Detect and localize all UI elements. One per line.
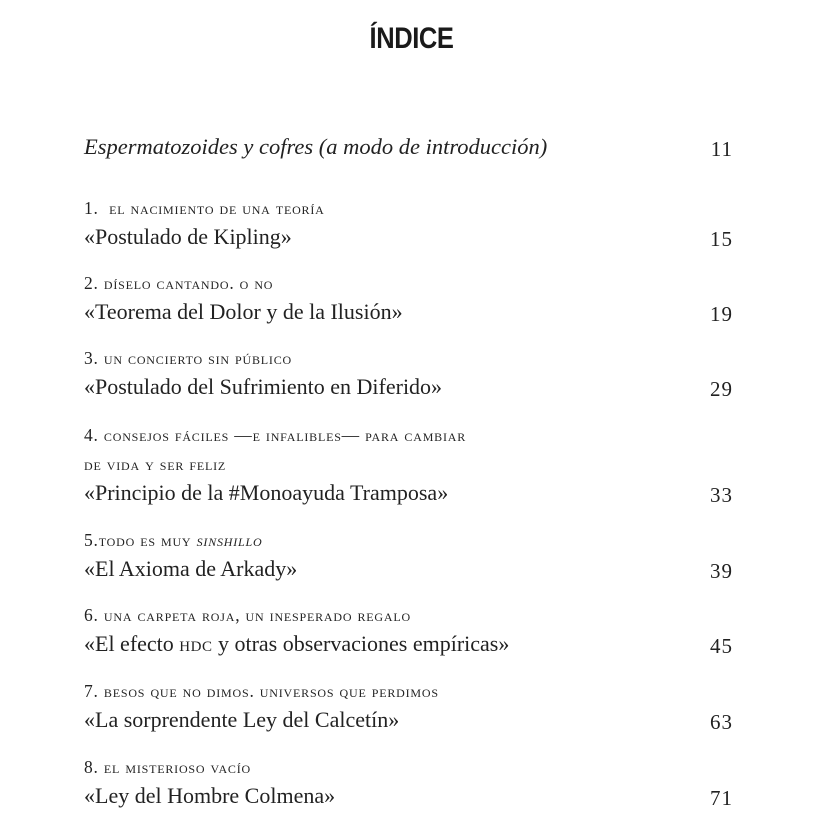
- chapter-heading-text: todo es muy: [98, 530, 192, 550]
- page-number: 15: [710, 227, 733, 251]
- chapter-number: 3.: [84, 348, 99, 368]
- chapter-number: 4.: [84, 425, 99, 445]
- chapter-subtitle: «Principio de la #Monoayuda Tramposa»: [84, 480, 449, 505]
- chapter-heading-text: una carpeta roja, un inesperado regalo: [103, 605, 411, 625]
- chapter-heading: [84, 530, 262, 551]
- chapter-subtitle: [84, 631, 509, 657]
- chapter-subtitle: «Postulado del Sufrimiento en Diferido»: [84, 374, 443, 399]
- page-number: 33: [710, 483, 733, 507]
- page-number: 45: [710, 634, 733, 658]
- chapter-heading-text: un concierto sin público: [103, 348, 292, 368]
- chapter-heading: [84, 425, 466, 446]
- subtitle-part: «El efecto: [84, 631, 174, 656]
- chapter-heading-text: díselo cantando. o no: [103, 273, 274, 293]
- subtitle-part: y otras observaciones empíricas»: [217, 631, 510, 656]
- chapter-heading: [84, 348, 292, 369]
- chapter-number: 5.: [84, 530, 99, 550]
- chapter-number: 2.: [84, 273, 99, 293]
- intro-title: Espermatozoides y cofres (a modo de introducción): [84, 134, 548, 159]
- chapter-heading-line-2: de vida y ser feliz: [84, 454, 227, 474]
- chapter-number: 1.: [84, 198, 99, 218]
- page-number: 71: [710, 786, 733, 810]
- chapter-subtitle: «Ley del Hombre Colmena»: [84, 783, 336, 808]
- chapter-heading-text: el nacimiento de una teoría: [109, 198, 325, 218]
- chapter-heading-text: consejos fáciles —e infalibles— para cambiar: [103, 425, 467, 445]
- chapter-heading-text: besos que no dimos. universos que perdimos: [103, 681, 439, 701]
- chapter-number: 6.: [84, 605, 99, 625]
- chapter-number: 8.: [84, 757, 99, 777]
- page-number: 11: [710, 137, 733, 161]
- chapter-subtitle: «El Axioma de Arkady»: [84, 556, 298, 581]
- page-number: 29: [710, 377, 733, 401]
- chapter-heading-italic: sinshillo: [196, 530, 263, 550]
- chapter-subtitle: «Postulado de Kipling»: [84, 224, 292, 249]
- chapter-subtitle: «La sorprendente Ley del Calcetín»: [84, 707, 400, 732]
- page-number: 63: [710, 710, 733, 734]
- chapter-heading: [84, 198, 325, 219]
- chapter-number: 7.: [84, 681, 99, 701]
- chapter-heading: [84, 273, 273, 294]
- chapter-heading-text: el misterioso vacío: [103, 757, 251, 777]
- chapter-heading: [84, 681, 439, 702]
- chapter-subtitle: «Teorema del Dolor y de la Ilusión»: [84, 299, 403, 324]
- chapter-heading: [84, 605, 411, 626]
- chapter-heading: [84, 757, 251, 778]
- page-number: 39: [710, 559, 733, 583]
- subtitle-acronym: hdc: [179, 631, 213, 656]
- page-title: ÍNDICE: [369, 22, 454, 56]
- page-number: 19: [710, 302, 733, 326]
